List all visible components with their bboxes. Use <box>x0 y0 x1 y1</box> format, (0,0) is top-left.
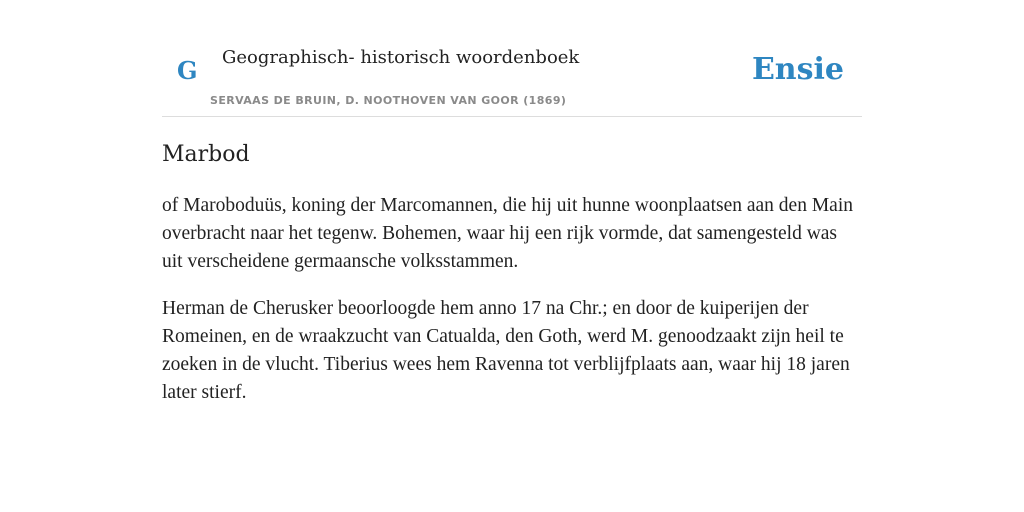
book-header <box>162 0 862 117</box>
entry-paragraph: of Maroboduüs, koning der Marcomannen, die hij uit hunne woonplaatsen aan den Main overbracht naar het tegenw. Bohemen, waar hij een rijk vormde, dat samengesteld was uit verscheidene germaansche volksstammen. <box>162 195 854 272</box>
ensie-logo[interactable]: Ensie <box>751 52 844 87</box>
book-authors: SERVAAS DE BRUIN, D. NOOTHOVEN VAN GOOR (1869) <box>210 94 567 107</box>
book-title[interactable]: Geographisch- historisch woordenboek <box>222 47 580 68</box>
entry-body <box>162 192 862 426</box>
entry-paragraph: Herman de Cherusker beoorloogde hem anno 17 na Chr.; en door de kuiperijen der Romeinen, en de wraakzucht van Catualda, den Goth, werd M. genoodzaakt zijn heil te zoeken in de vlucht. Tiberius wees hem Ravenna tot verblijfplaats aan, waar hij 18 jaren later stierf. <box>162 298 850 403</box>
article-page <box>162 0 862 403</box>
entry-title: Marbod <box>162 142 250 167</box>
book-letter-icon[interactable]: G <box>177 56 198 85</box>
